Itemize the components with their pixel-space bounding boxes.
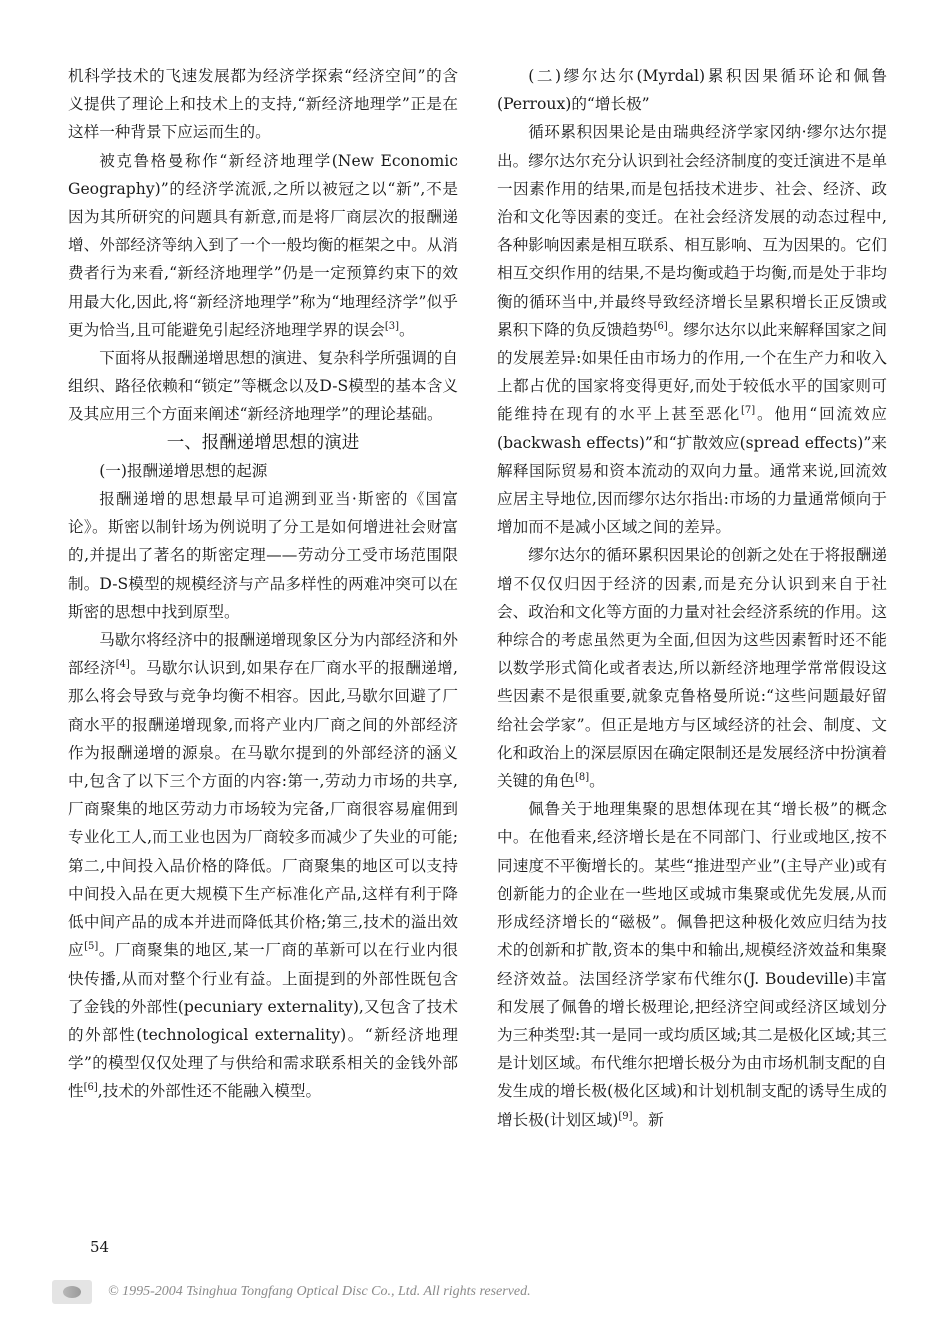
paragraph-text: 缪尔达尔的循环累积因果论的创新之处在于将报酬递增不仅仅归因于经济的因素,而是充分认识到来自于社会、政治和文化等方面的力量对社会经济系统的作用。这种综合的考虑虽然更为全面,但因为这些因素暂时还不能以数学形式简化或者表达,所以新经济地理学常常假设这些因素不是很重要,就象克鲁格曼所说:“这些问题最好留给社会学家”。但正是地方与区域经济的社会、制度、文化和政治上的深层原因在确定限制还是发展经济中扮演着关键的角色 — [497, 546, 887, 791]
citation-ref: [8] — [574, 772, 590, 784]
citation-ref: [5] — [84, 941, 99, 953]
paragraph: 下面将从报酬递增思想的演进、复杂科学所强调的自组织、路径依赖和“锁定”等概念以及D-S模型的基本含义及其应用三个方面来阐述“新经济地理学”的理论基础。 — [68, 349, 458, 424]
paragraph — [68, 626, 458, 1105]
paragraph-text: 。他用“回流效应(backwash effects)”和“扩散效应(spread effects)”来解释国际贸易和资本流动的双向力量。通常来说,回流效应居主导地位,因而缪尔达尔指出:市场的力量通常倾向于增加而不是减小区域之间的差异。 — [497, 405, 887, 537]
copyright-notice: © 1995-2004 Tsinghua Tongfang Optical Disc Co., Ltd. All rights reserved. — [108, 1284, 531, 1299]
paragraph-text: 。马歇尔认识到,如果存在厂商水平的报酬递增,那么将会导致与竞争均衡不相容。因此,马歇尔回避了厂商水平的报酬递增现象,而将产业内厂商之间的外部经济作为报酬递增的源泉。在马歇尔提到的外部经济的涵义中,包含了以下三个方面的内容:第一,劳动力市场的共享,厂商聚集的地区劳动力市场较为完备,厂商很容易雇佣到专业化工人,而工业也因为厂商较多而减少了失业的可能;第二,中间投入品价格的降低。厂商聚集的地区可以支持中间投入品在更大规模下生产标准化产品,这样有利于降低中间产品的成本并进而降低其价格;第三,技术的溢出效应 — [68, 659, 458, 960]
right-column — [497, 62, 887, 1134]
left-column — [68, 62, 458, 1106]
publisher-logo-icon — [52, 1280, 92, 1304]
subsection-heading: (二)缪尔达尔(Myrdal)累积因果循环论和佩鲁(Perroux)的“增长极” — [497, 67, 887, 114]
paragraph-text: 。缪尔达尔以此来解释国家之间的发展差异:如果任由市场力的作用,一个在生产力和收入上都占优的国家将变得更好,而处于较低水平的国家则可能维持在现有的水平上甚至恶化 — [497, 320, 887, 424]
paragraph-text: ,技术的外部性还不能融入模型。 — [97, 1082, 322, 1101]
footer — [52, 1280, 612, 1304]
section-heading: 一、报酬递增思想的演进 — [166, 432, 360, 453]
citation-ref: [4] — [115, 659, 130, 671]
paragraph-text: 佩鲁关于地理集聚的思想体现在其“增长极”的概念中。在他看来,经济增长是在不同部门、行业或地区,按不同速度不平衡增长的。某些“推进型产业”(主导产业)或有创新能力的企业在一些地区或城市集聚或优先发展,从而形成经济增长的“磁极”。佩鲁把这种极化效应归结为技术的创新和扩散,资本的集中和输出,规模经济效益和集聚经济效益。法国经济学家布代维尔(J. Boudeville)丰富和发展了佩鲁的增长极理论,把经济空间或经济区域划分为三种类型:其一是同一或均质区域;其二是极化区域;其三是计划区域。布代维尔把增长极分为由市场机制支配的自发生成的增长极(极化区域)和计划机制支配的诱导生成的增长极(计划区域) — [497, 800, 888, 1129]
paragraph-text: 被克鲁格曼称作“新经济地理学(New Economic Geography)”的经济学流派,之所以被冠之以“新”,不是因为其所研究的问题具有新意,而是将厂商层次的报酬递增、外部经济等纳入到了一个一般均衡的框架之中。从消费者行为来看,“新经济地理学”仍是一定预算约束下的效用最大化,因此,将“新经济地理学”称为“地理经济学”似乎更为恰当,且可能避免引起经济地理学界的误会 — [68, 151, 458, 339]
citation-ref: [3] — [384, 320, 400, 332]
subsection-heading: (一)报酬递增思想的起源 — [99, 461, 268, 480]
paragraph — [497, 118, 887, 541]
citation-ref: [6] — [83, 1082, 98, 1094]
paragraph-text: 。 — [399, 320, 415, 339]
paragraph-text: 。新 — [632, 1110, 664, 1129]
paragraph-text: 。厂商聚集的地区,某一厂商的革新可以在行业内很快传播,从而对整个行业有益。上面提到的外部性既包含了金钱的外部性(pecuniary externality),又包含了技术的外部性(technological externality)。“新经济地理学”的模型仅仅处理了与供给和需求联系相关的金钱外部性 — [68, 941, 458, 1101]
page-number: 54 — [90, 1238, 110, 1256]
paragraph-text: 马歇尔将经济中的报酬递增现象区分为内部经济和外部经济 — [68, 631, 458, 678]
paragraph — [497, 541, 887, 795]
citation-ref: [7] — [741, 405, 756, 417]
paragraph: 报酬递增的思想最早可追溯到亚当·斯密的《国富论》。斯密以制针场为例说明了分工是如何增进社会财富的,并提出了著名的斯密定理——劳动分工受市场范围限制。D-S模型的规模经济与产品多样性的两难冲突可以在斯密的思想中找到原型。 — [68, 490, 458, 621]
paragraph-text: 。 — [589, 772, 605, 791]
paragraph-text: 循环累积因果论是由瑞典经济学家冈纳·缪尔达尔提出。缪尔达尔充分认识到社会经济制度的变迁演进不是单一因素作用的结果,而是包括技术进步、社会、经济、政治和文化等因素的变迁。在社会经济发展的动态过程中,各种影响因素是相互联系、相互影响、互为因果的。它们相互交织作用的结果,不是均衡或趋于均衡,而是处于非均衡的循环当中,并最终导致经济增长呈累积增长正反馈或累积下降的负反馈趋势 — [497, 123, 887, 339]
paragraph — [497, 795, 887, 1133]
paragraph — [68, 147, 458, 344]
citation-ref: [6] — [653, 320, 668, 332]
paragraph: 机科学技术的飞速发展都为经济学探索“经济空间”的含义提供了理论上和技术上的支持,“新经济地理学”正是在这样一种背景下应运而生的。 — [68, 67, 458, 142]
citation-ref: [9] — [618, 1110, 633, 1122]
